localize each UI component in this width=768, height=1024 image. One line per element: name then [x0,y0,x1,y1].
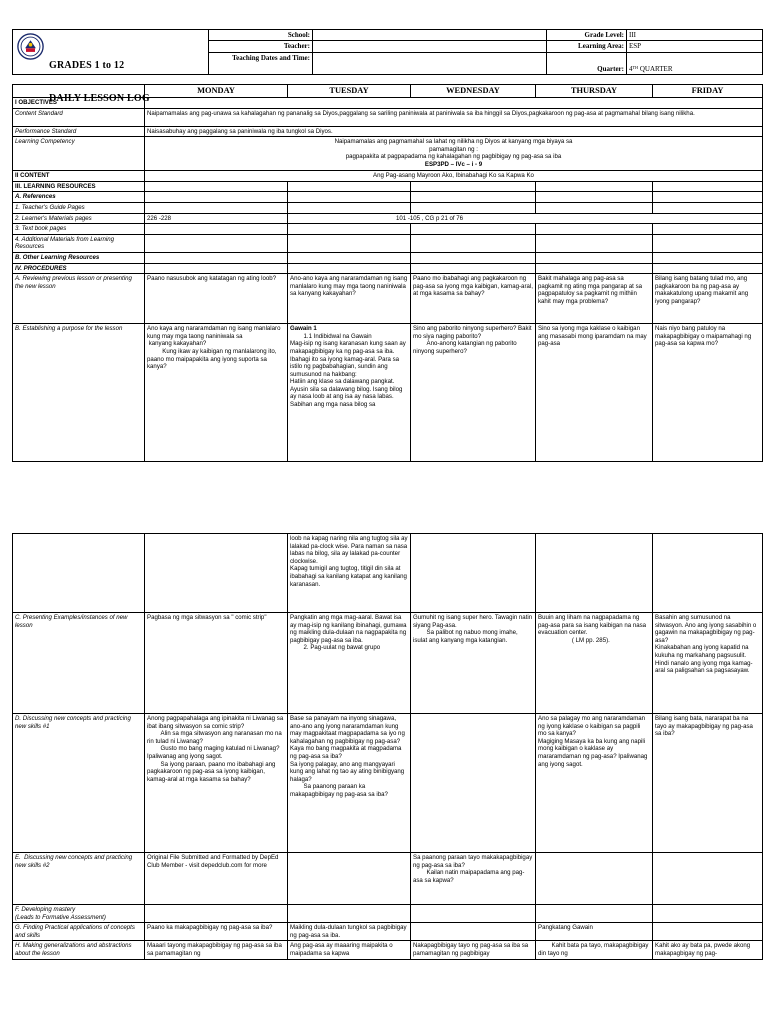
tb-wed [411,224,536,235]
row-d-thursday: Ano sa palagay mo ang nararamdaman ng iyong kaklase o kaibigan sa pagpili mo sa kanya? Magiging Masaya ka ba kung ang napili mong kaibigan o kaklase ay mararamdaman ng pag-asa? Ipaliwanag ang iyong sagot. [536,714,653,853]
am-fri [653,234,763,252]
day-header-monday: MONDAY [145,85,288,98]
proc-thu [536,263,653,274]
row-b-wednesday: Sino ang paborito ninyong superhero? Bakit mo siya naging paborito? Ano-anong katangian ng paborito ninyong superhero? [411,324,536,462]
competency-code: ESP3PD – IVc – i - 9 [424,160,483,168]
row-b2-thursday [536,534,653,613]
objectives-heading: I OBJECTIVES [13,98,145,109]
deped-seal-icon [17,33,44,60]
competency-line-1: Naipamamalas ang pagmamahal sa lahat ng nilikha ng Diyos at kanyang mga biyaya sa [334,138,573,146]
row-d-label: D. Discussing new concepts and practicing new skills #1 [13,714,145,853]
other-resources-heading: B. Other Learning Resources [13,252,145,263]
am-wed [411,234,536,252]
tb-tue [288,224,411,235]
row-e-wednesday: Sa paanong paraan tayo makakapagbibigay ng pag-asa sa iba? Kailan natin maipapadama ang pag-asa sa kapwa? [411,853,536,905]
resources-thu [536,181,653,192]
tg-mon [145,202,288,213]
teaching-dates-value[interactable] [313,52,547,74]
learning-area-label: Learning Area: [547,41,627,52]
olr-tue [288,252,411,263]
row-g-wednesday [411,923,536,941]
teacher-value[interactable] [313,41,547,52]
row-a-thursday: Bakit mahalaga ang pag-asa sa pagkamit ng ating mga pangarap at sa pagpapatuloy sa pagkamit ng mithiin kahit may mga problema? [536,274,653,324]
olr-thu [536,252,653,263]
header-blank-cell [547,52,627,63]
references-thu [536,192,653,203]
row-b-thursday: Sino sa iyong mga kaklase o kaibigan ang masasabi mong iparamdam na may pag-asa [536,324,653,462]
day-header-wednesday: WEDNESDAY [411,85,536,98]
row-d-wednesday [411,714,536,853]
proc-wed [411,263,536,274]
lm-value-2: 101 -105 , CG p 21 of 76 [288,213,763,224]
row-f-monday [145,905,288,923]
references-fri [653,192,763,203]
quarter-value[interactable]: 4ᵀᴴ QUARTER [627,64,763,75]
row-c-tuesday: Pangkatin ang mga mag-aaral. Bawat isa ay mag-isip ng kanilang ibinahagi, gumawa ng maikling dula-dulaan na nagpapakita ng pagbibigay pag-asa sa iba. 2. Pag-uulat ng bawat grupo [288,613,411,714]
olr-wed [411,252,536,263]
additional-materials-label: 4. Additional Materials from Learning Resources [13,234,145,252]
competency-line-2: pamamagitan ng : [429,145,478,153]
learning-competency-text [145,137,763,171]
references-heading: A. References [13,192,145,203]
row-a-monday: Paano nasusubok ang katatagan ng ating loob? [145,274,288,324]
row-b-friday: Nais niyo bang patuloy na makapagbibigay o maipamahagi ng pag-asa sa kapwa mo? [653,324,763,462]
row-b2-tuesday: loob na kapag naring nila ang tugtog sila ay lalakad pa-clock wise. Para naman sa nasa labas na bilog, sila ay lalakad pa-counter clockwise. Kapag tumigil ang tugtog, titigil din sila at ibabahagi sa kanilang katapat ang kanilang karanasan. [288,534,411,613]
references-wed [411,192,536,203]
references-tue [288,192,411,203]
performance-standard-text: Naisasabuhay ang paggalang sa paniniwala ng iba tungkol sa Diyos. [145,126,763,137]
tg-tue [288,202,411,213]
gawain-1-title: Gawain 1 [290,325,317,333]
row-f-tuesday [288,905,411,923]
row-c-thursday: Buuin ang liham na nagpapadama ng pag-asa para sa isang kaibigan na nasa evacuation center. ( LM pp. 285). [536,613,653,714]
row-g-label: G. Finding Practical applications of concepts and skills [13,923,145,941]
row-c-friday: Basahin ang sumusunod na sitwasyon. Ano ang iyong sasabihin o gagawin na makapagbibigay ng pag-asa? Kinakabahan ang iyong kapatid na kukuha ng markahang pagsusulit. Hindi nanalo ang iyong mga kamag-aral sa paligsahan sa pagsasayaw. [653,613,763,714]
resources-mon [145,181,288,192]
row-c-label: C. Presenting Examples/instances of new lesson [13,613,145,714]
day-header-thursday: THURSDAY [536,85,653,98]
row-d-tuesday: Base sa panayam na inyong sinagawa, ano-ano ang iyong nararamdaman kung may magpakitaat magpapadama sa iyo ng kahalagahan ng pagbibigay ng pag-asa? Kaya mo bang magpakita at magpadama ng pag-asa sa iba? Sa iyong palagay, ano ang mangyayari kung ang lahat ng tao ay ating binibigyang halaga? Sa paanong paraan ka makapagbibigay ng pag-asa sa iba? [288,714,411,853]
row-a-label: A. Reviewing previous lesson or presenting the new lesson [13,274,145,324]
school-value[interactable] [313,30,547,41]
gawain-1-text: 1.1 Indibidwal na Gawain Mag-isip ng isang karanasan kung saan ay makapagbibigay ka ng pag-asa sa iba. Ibahagi ito sa iyong kamag-aral. Para sa istilo ng pagbabahagian, sundin ang sumusunod na hakbang: Hatiin ang klase sa dalawang pangkat. Ayusin sila sa dalawang bilog. Isang bilog ay nasa loob at ang isa ay nasa labas. Sabihan ang mga nasa bilog sa [290,332,406,409]
olr-fri [653,252,763,263]
row-b-label: B. Establishing a purpose for the lesson [13,324,145,462]
row-h-thursday: Kahit bata pa tayo, makapagbibigay din tayo ng [536,941,653,959]
row-h-friday: Kahit ako ay bata pa, pwede akong makapagbigay ng pag- [653,941,763,959]
text-book-label: 3. Text book pages [13,224,145,235]
row-d-monday: Anong pagpapahalaga ang ipinakita ni Liwanag sa ibat ibang sitwasyon sa comic strip? Alin sa mga sitwasyon ang naranasan mo na rin tulad ni Liwanag? Gusto mo bang maging katulad ni Liwanag? Ipaliwanag ang iyong sagot. Sa iyong paraan, paano mo ibabahagi ang pagkakaroon ng pag-asa sa iyong kaibigan, kamag-aral at mga kasama sa bahay? [145,714,288,853]
resources-fri [653,181,763,192]
learning-area-value[interactable]: ESP [627,41,763,52]
teacher-label: Teacher: [209,41,313,52]
row-b2-label [13,534,145,613]
tg-thu [536,202,653,213]
proc-fri [653,263,763,274]
teaching-dates-label: Teaching Dates and Time: [209,52,313,74]
row-b2-wednesday [411,534,536,613]
learning-competency-label: Learning Competency [13,137,145,171]
row-g-monday: Paano ka makapagbibigay ng pag-asa sa iba? [145,923,288,941]
content-text: Ang Pag-asang Mayroon Ako, Ibinabahagi Ko sa Kapwa Ko [145,171,763,182]
row-b-tuesday [288,324,411,462]
row-a-friday: Bilang isang batang tulad mo, ang pagkakaroon ba ng pag-asa ay makakatulong upang makamit ang iyong pangarap? [653,274,763,324]
content-heading: II CONTENT [13,171,145,182]
grade-level-value[interactable]: III [627,30,763,41]
row-h-monday: Maaari tayong makapagbibigay ng pag-asa sa iba sa pamamagitan ng [145,941,288,959]
competency-line-3: pagpapakita at pagpapadama ng kahalagahan ng pagbibigay ng pag-asa sa iba [345,153,562,161]
am-mon [145,234,288,252]
row-h-wednesday: Nakapagbibigay tayo ng pag-asa sa iba sa pamamagitan ng pagbibigay [411,941,536,959]
learning-resources-heading: III. LEARNING RESOURCES [13,181,145,192]
grade-level-label: Grade Level: [547,30,627,41]
row-g-tuesday: Maikling dula-dulaan tungkol sa pagbibigay ng pag-asa sa iba. [288,923,411,941]
school-label: School: [209,30,313,41]
learners-materials-label: 2. Learner's Materials pages [13,213,145,224]
row-f-wednesday [411,905,536,923]
row-b2-friday [653,534,763,613]
lesson-table-page-1 [12,84,763,462]
row-f-thursday [536,905,653,923]
proc-tue [288,263,411,274]
olr-mon [145,252,288,263]
title-line-1: GRADES 1 to 12 [49,60,125,71]
row-c-wednesday: Gumuhit ng isang super hero. Tawagin natin siyang Pag-asa. Sa palibot ng nabuo mong imahe, isulat ang kanyang mga katangian. [411,613,536,714]
resources-wed [411,181,536,192]
page-1 [12,29,762,462]
day-header-friday: FRIDAY [653,85,763,98]
row-e-tuesday [288,853,411,905]
content-standard-text: Naipamamalas ang pag-unawa sa kahalagahan ng pananalig sa Diyos,paggalang sa sariling paniniwala at paniniwala sa iba hinggil sa Diyos,pagkakaroon ng pag-asa at pagmamahal bilang isang nilikha. [145,108,763,126]
proc-mon [145,263,288,274]
row-g-friday [653,923,763,941]
references-mon [145,192,288,203]
resources-tue [288,181,411,192]
row-b2-monday [145,534,288,613]
row-h-label: H. Making generalizations and abstractions about the lesson [13,941,145,959]
lesson-table-page-2 [12,533,763,960]
tg-wed [411,202,536,213]
title-line-2: DAILY LESSON LOG [49,93,150,104]
teachers-guide-label: 1. Teacher's Guide Pages [13,202,145,213]
row-e-label: E. Discussing new concepts and practicing new skills #2 [13,853,145,905]
row-g-thursday: Pangkatang Gawain [536,923,653,941]
lm-mon: 226 -228 [145,213,288,224]
row-e-friday [653,853,763,905]
content-standard-label: Content Standard [13,108,145,126]
row-e-thursday [536,853,653,905]
tb-thu [536,224,653,235]
header-blank-cell-2 [627,52,763,63]
tb-mon [145,224,288,235]
objectives-cell [145,98,763,109]
row-c-monday: Pagbasa ng mga sitwasyon sa " comic strip" [145,613,288,714]
row-a-wednesday: Paano mo ibabahagi ang pagkakaroon ng pag-asa sa iyong mga kaibigan, kamag-aral, at mga kasama sa bahay? [411,274,536,324]
am-tue [288,234,411,252]
day-header-tuesday: TUESDAY [288,85,411,98]
page-2 [12,533,762,960]
row-b-monday: Ano kaya ang nararamdaman ng isang manlalaro kung may mga taong naniniwala sa kanyang kakayahan? Kung ikaw ay kaibigan ng manlalarong ito, paano mo maipapakita ang iyong suporta sa kanya? [145,324,288,462]
am-thu [536,234,653,252]
row-e-monday: Original File Submitted and Formatted by DepEd Club Member - visit depedclub.com for more [145,853,288,905]
row-h-tuesday: Ang pag-asa ay maaaring maipakita o maipadama sa kapwa [288,941,411,959]
quarter-label: Quarter: [547,64,627,75]
row-f-label: F. Developing mastery (Leads to Formative Assessment) [13,905,145,923]
tb-fri [653,224,763,235]
performance-standard-label: Performance Standard [13,126,145,137]
row-a-tuesday: Ano-ano kaya ang nararamdaman ng isang manlalaro kung may mga taong naniniwala sa kanyang kakayahan? [288,274,411,324]
document-title [49,38,150,126]
row-f-friday [653,905,763,923]
procedures-heading: IV. PROCEDURES [13,263,145,274]
tg-fri [653,202,763,213]
row-d-friday: Bilang isang bata, nararapat ba na tayo ay makapagbibigay ng pag-asa sa iba? [653,714,763,853]
